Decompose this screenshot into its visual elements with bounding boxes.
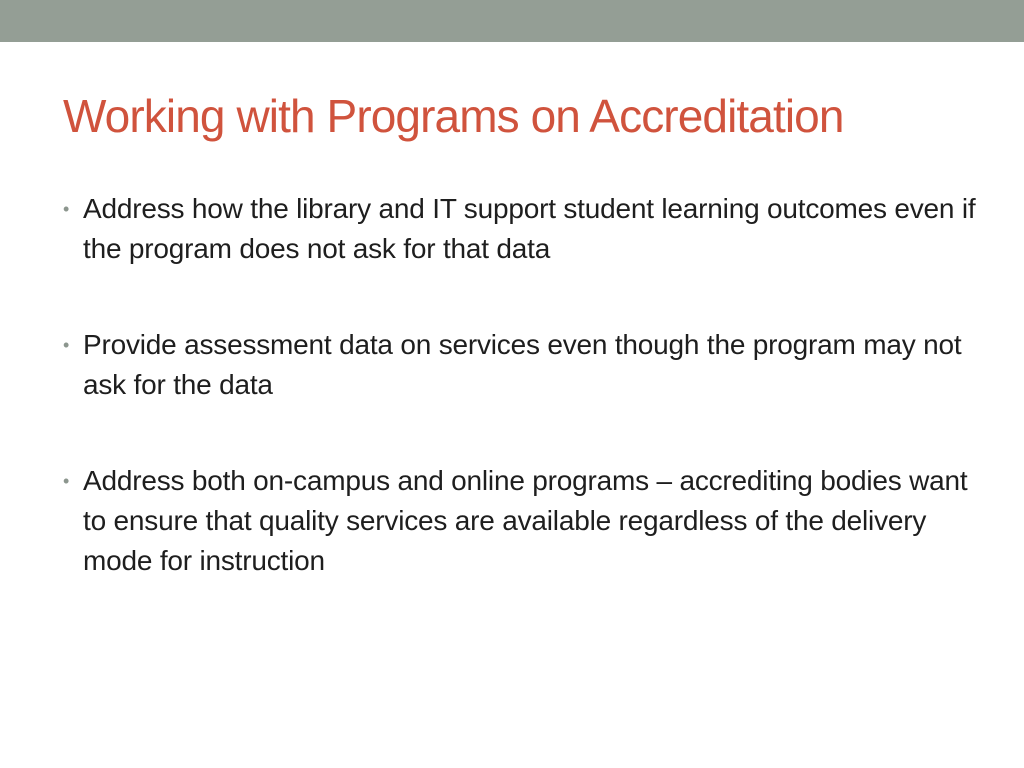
bullet-dot-icon: •: [63, 199, 70, 219]
bullet-dot-icon: •: [63, 471, 70, 491]
slide-title: Working with Programs on Accreditation: [63, 90, 844, 142]
bullet-list: [63, 189, 983, 637]
top-accent-bar: [0, 0, 1024, 42]
bullet-item: [63, 189, 983, 269]
bullet-text: Address how the library and IT support student learning outcomes even if the program does not ask for that data: [83, 193, 976, 264]
bullet-text: Address both on-campus and online programs – accrediting bodies want to ensure that quality services are available regardless of the delivery mode for instruction: [83, 465, 968, 576]
bullet-item: [63, 325, 983, 405]
bullet-item: [63, 461, 983, 581]
bullet-text: Provide assessment data on services even though the program may not ask for the data: [83, 329, 962, 400]
bullet-dot-icon: •: [63, 335, 70, 355]
